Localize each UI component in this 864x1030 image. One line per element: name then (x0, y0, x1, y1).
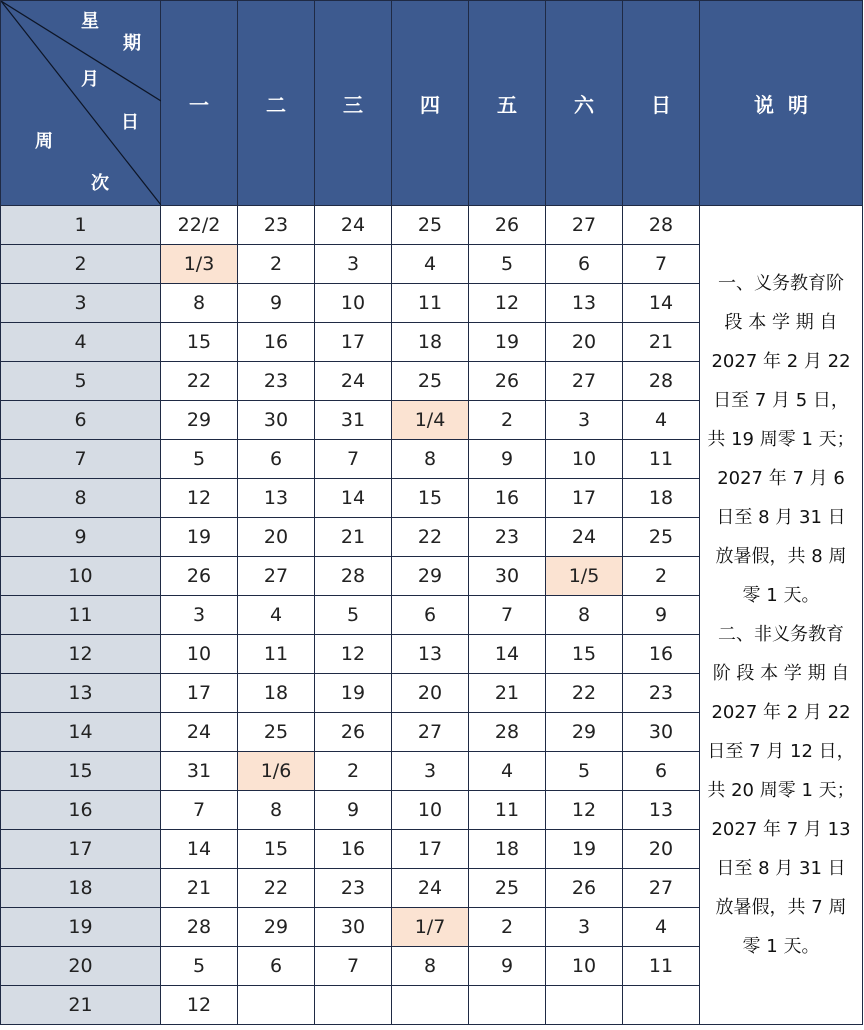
date-cell: 10 (161, 635, 238, 674)
date-cell: 6 (623, 752, 700, 791)
date-cell (392, 986, 469, 1025)
date-cell: 27 (238, 557, 315, 596)
date-cell: 8 (546, 596, 623, 635)
week-number-cell: 15 (1, 752, 161, 791)
date-cell: 9 (469, 947, 546, 986)
date-cell: 16 (469, 479, 546, 518)
date-cell: 21 (469, 674, 546, 713)
date-cell: 17 (392, 830, 469, 869)
date-cell: 13 (623, 791, 700, 830)
date-cell: 6 (546, 245, 623, 284)
corner-header-cell (1, 1, 161, 206)
date-cell: 22/2 (161, 206, 238, 245)
note-header: 说 明 (700, 1, 863, 206)
date-cell: 26 (469, 206, 546, 245)
date-cell: 9 (238, 284, 315, 323)
header-row (1, 1, 863, 206)
date-cell: 13 (392, 635, 469, 674)
date-cell: 11 (469, 791, 546, 830)
week-number-cell: 18 (1, 869, 161, 908)
date-cell: 23 (238, 206, 315, 245)
date-cell: 20 (238, 518, 315, 557)
date-cell: 7 (161, 791, 238, 830)
date-cell (469, 986, 546, 1025)
date-cell: 21 (315, 518, 392, 557)
calendar-body (1, 206, 863, 1025)
date-cell (623, 986, 700, 1025)
date-cell: 28 (315, 557, 392, 596)
date-cell: 31 (315, 401, 392, 440)
month-start-date-cell: 1/7 (392, 908, 469, 947)
date-cell: 27 (546, 206, 623, 245)
date-cell: 2 (623, 557, 700, 596)
date-cell: 3 (392, 752, 469, 791)
date-cell: 5 (315, 596, 392, 635)
week-number-cell: 8 (1, 479, 161, 518)
week-number-cell: 19 (1, 908, 161, 947)
date-cell: 8 (392, 440, 469, 479)
week-number-cell: 7 (1, 440, 161, 479)
date-cell: 24 (392, 869, 469, 908)
date-cell: 8 (238, 791, 315, 830)
date-cell: 24 (546, 518, 623, 557)
date-cell: 22 (238, 869, 315, 908)
date-cell: 19 (546, 830, 623, 869)
date-cell: 19 (469, 323, 546, 362)
date-cell: 25 (392, 362, 469, 401)
date-cell (546, 986, 623, 1025)
corner-label-xing: 星 (81, 11, 99, 32)
explanation-text: 一、义务教育阶 段 本 学 期 自 2027 年 2 月 22 日至 7 月 5 日， 共 19 周零 1 天； 2027 年 7 月 6 日至 8 月 31 日 放暑假，共 8 周 零 1 天。 二、非义务教育 阶 段 本 学 期 自 2027 年 2 月 22 日至 7 月 12 日， 共 20 周零 1 天； 2027 年 7 月 13 日至 8 月 31 日 放暑假，共 7 周 零 1 天。 (707, 273, 855, 957)
date-cell: 29 (392, 557, 469, 596)
date-cell: 5 (546, 752, 623, 791)
date-cell: 29 (238, 908, 315, 947)
date-cell: 3 (546, 908, 623, 947)
month-start-date-cell: 1/6 (238, 752, 315, 791)
date-cell: 25 (623, 518, 700, 557)
date-cell: 24 (315, 206, 392, 245)
week-number-cell: 20 (1, 947, 161, 986)
date-cell: 9 (469, 440, 546, 479)
date-cell: 23 (315, 869, 392, 908)
week-number-cell: 2 (1, 245, 161, 284)
date-cell: 7 (623, 245, 700, 284)
date-cell: 15 (238, 830, 315, 869)
date-cell: 27 (546, 362, 623, 401)
date-cell: 25 (238, 713, 315, 752)
date-cell: 2 (469, 908, 546, 947)
week-number-cell: 17 (1, 830, 161, 869)
date-cell: 12 (161, 479, 238, 518)
week-number-cell: 21 (1, 986, 161, 1025)
date-cell: 28 (469, 713, 546, 752)
date-cell: 17 (546, 479, 623, 518)
date-cell: 14 (161, 830, 238, 869)
day-header-wed: 三 (315, 1, 392, 206)
date-cell (238, 986, 315, 1025)
date-cell: 18 (238, 674, 315, 713)
week-number-cell: 12 (1, 635, 161, 674)
date-cell: 18 (623, 479, 700, 518)
date-cell: 16 (623, 635, 700, 674)
date-cell: 8 (161, 284, 238, 323)
date-cell: 2 (469, 401, 546, 440)
date-cell: 7 (315, 440, 392, 479)
date-cell: 26 (315, 713, 392, 752)
date-cell: 28 (623, 362, 700, 401)
date-cell: 26 (546, 869, 623, 908)
date-cell: 27 (392, 713, 469, 752)
date-cell: 16 (315, 830, 392, 869)
date-cell: 24 (161, 713, 238, 752)
date-cell: 22 (161, 362, 238, 401)
corner-label-zhou: 周 (35, 131, 53, 152)
date-cell: 12 (469, 284, 546, 323)
date-cell: 6 (238, 947, 315, 986)
date-cell: 4 (623, 908, 700, 947)
date-cell: 2 (315, 752, 392, 791)
date-cell: 18 (392, 323, 469, 362)
date-cell: 25 (469, 869, 546, 908)
date-cell: 5 (469, 245, 546, 284)
date-cell: 29 (161, 401, 238, 440)
date-cell: 17 (315, 323, 392, 362)
date-cell: 6 (392, 596, 469, 635)
week-row (1, 206, 863, 245)
date-cell: 14 (315, 479, 392, 518)
corner-label-yue: 月 (81, 69, 99, 90)
date-cell: 10 (392, 791, 469, 830)
week-number-cell: 5 (1, 362, 161, 401)
corner-label-qi: 期 (123, 33, 141, 54)
date-cell: 22 (546, 674, 623, 713)
date-cell: 17 (161, 674, 238, 713)
date-cell: 26 (161, 557, 238, 596)
date-cell: 12 (315, 635, 392, 674)
explanation-cell (700, 206, 863, 1025)
date-cell: 30 (623, 713, 700, 752)
date-cell: 13 (238, 479, 315, 518)
date-cell: 6 (238, 440, 315, 479)
date-cell: 11 (623, 947, 700, 986)
date-cell: 11 (623, 440, 700, 479)
date-cell: 20 (623, 830, 700, 869)
date-cell: 24 (315, 362, 392, 401)
date-cell: 3 (161, 596, 238, 635)
date-cell: 28 (161, 908, 238, 947)
date-cell: 12 (161, 986, 238, 1025)
date-cell: 2 (238, 245, 315, 284)
week-number-cell: 16 (1, 791, 161, 830)
date-cell: 8 (392, 947, 469, 986)
day-header-fri: 五 (469, 1, 546, 206)
date-cell: 10 (546, 440, 623, 479)
date-cell: 4 (623, 401, 700, 440)
corner-label-ci: 次 (91, 173, 109, 194)
date-cell: 5 (161, 947, 238, 986)
date-cell: 21 (161, 869, 238, 908)
date-cell: 23 (469, 518, 546, 557)
date-cell: 26 (469, 362, 546, 401)
week-number-cell: 9 (1, 518, 161, 557)
date-cell: 4 (238, 596, 315, 635)
date-cell: 31 (161, 752, 238, 791)
date-cell: 15 (546, 635, 623, 674)
date-cell: 18 (469, 830, 546, 869)
date-cell: 30 (315, 908, 392, 947)
day-header-mon: 一 (161, 1, 238, 206)
date-cell: 19 (315, 674, 392, 713)
month-start-date-cell: 1/5 (546, 557, 623, 596)
date-cell: 9 (315, 791, 392, 830)
week-number-cell: 6 (1, 401, 161, 440)
week-number-cell: 13 (1, 674, 161, 713)
date-cell: 27 (623, 869, 700, 908)
day-header-sat: 六 (546, 1, 623, 206)
date-cell: 28 (623, 206, 700, 245)
month-start-date-cell: 1/4 (392, 401, 469, 440)
date-cell: 10 (546, 947, 623, 986)
corner-label-ri: 日 (121, 112, 139, 133)
date-cell: 3 (546, 401, 623, 440)
date-cell: 12 (546, 791, 623, 830)
date-cell: 5 (161, 440, 238, 479)
date-cell: 30 (238, 401, 315, 440)
week-number-cell: 11 (1, 596, 161, 635)
date-cell: 20 (546, 323, 623, 362)
date-cell: 13 (546, 284, 623, 323)
day-header-tue: 二 (238, 1, 315, 206)
date-cell: 15 (161, 323, 238, 362)
week-number-cell: 14 (1, 713, 161, 752)
day-header-thu: 四 (392, 1, 469, 206)
week-number-cell: 10 (1, 557, 161, 596)
date-cell: 3 (315, 245, 392, 284)
date-cell: 15 (392, 479, 469, 518)
date-cell: 4 (469, 752, 546, 791)
date-cell: 23 (238, 362, 315, 401)
date-cell: 23 (623, 674, 700, 713)
date-cell: 25 (392, 206, 469, 245)
date-cell: 16 (238, 323, 315, 362)
date-cell: 19 (161, 518, 238, 557)
month-start-date-cell: 1/3 (161, 245, 238, 284)
week-number-cell: 1 (1, 206, 161, 245)
week-number-cell: 3 (1, 284, 161, 323)
date-cell: 11 (392, 284, 469, 323)
date-cell: 14 (623, 284, 700, 323)
date-cell: 20 (392, 674, 469, 713)
date-cell (315, 986, 392, 1025)
date-cell: 30 (469, 557, 546, 596)
date-cell: 22 (392, 518, 469, 557)
date-cell: 10 (315, 284, 392, 323)
date-cell: 21 (623, 323, 700, 362)
date-cell: 9 (623, 596, 700, 635)
date-cell: 14 (469, 635, 546, 674)
date-cell: 7 (315, 947, 392, 986)
date-cell: 11 (238, 635, 315, 674)
date-cell: 7 (469, 596, 546, 635)
day-header-sun: 日 (623, 1, 700, 206)
week-number-cell: 4 (1, 323, 161, 362)
date-cell: 4 (392, 245, 469, 284)
date-cell: 29 (546, 713, 623, 752)
